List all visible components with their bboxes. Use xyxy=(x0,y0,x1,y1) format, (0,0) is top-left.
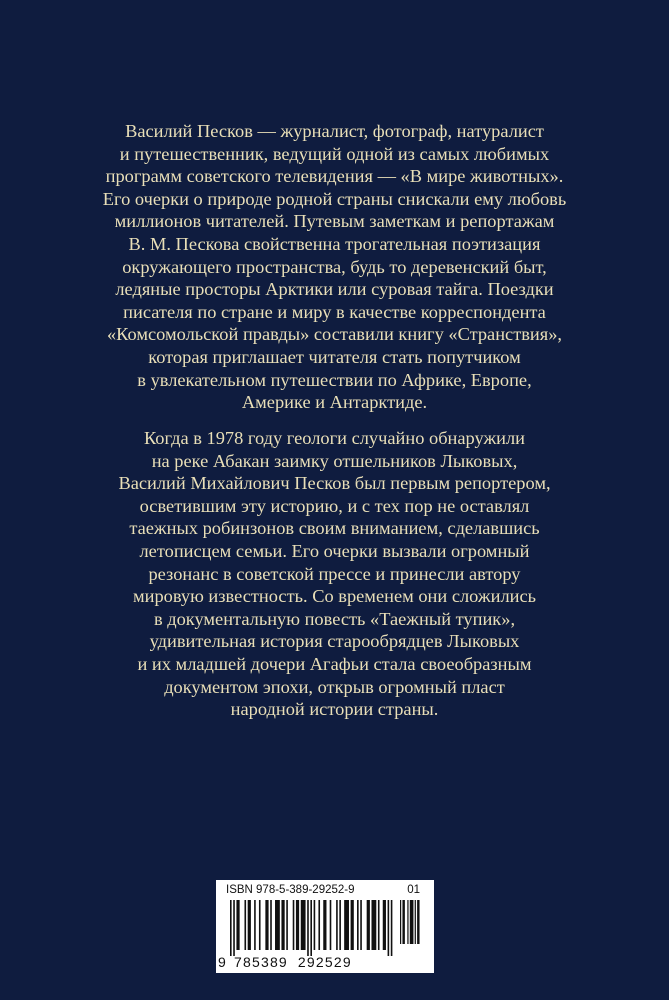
text-line: Америке и Антарктиде. xyxy=(241,392,428,413)
text-line: в документальную повесть «Таежный тупик», xyxy=(153,608,516,629)
text-line: Когда в 1978 году геологи случайно обнаружили xyxy=(143,428,526,448)
text-line: которая приглашает читателя стать попутчиком xyxy=(148,346,521,367)
text-line: Его очерки о природе родной страны снискали ему любовь xyxy=(102,188,567,209)
text-line: мировую известность. Со временем они сложились xyxy=(132,586,537,607)
text-line: окружающего пространства, будь то деревенский быт, xyxy=(122,256,547,277)
text-line: Василий Песков — журналист, фотограф, натуралист xyxy=(125,121,544,141)
text-line: миллионов читателей. Путевым заметкам и репортажам xyxy=(114,211,555,232)
barcode-digit-first: 9 xyxy=(218,954,227,970)
isbn-addon-label: 01 xyxy=(407,884,420,896)
text-line: осветившим эту историю, и с тех пор не оставлял xyxy=(139,495,530,516)
text-line: таежных робинзонов своим вниманием, сделавшись xyxy=(129,518,540,539)
text-line: документом эпохи, открыв огромный пласт xyxy=(164,676,505,697)
description-paragraph-2 xyxy=(60,427,609,721)
text-line: в увлекательном путешествии по Африке, Европе, xyxy=(137,369,532,390)
barcode-digit-group-2: 292529 xyxy=(297,954,352,970)
text-line: ледяные просторы Арктики или суровая тайга. Поездки xyxy=(115,279,554,300)
barcode-digit-group-1: 785389 xyxy=(234,954,288,970)
isbn-label: ISBN 978-5-389-29252-9 xyxy=(226,884,355,896)
text-line: «Комсомольской правды» составили книгу «Странствия», xyxy=(106,324,563,345)
barcode-addon-bars-icon xyxy=(400,900,422,950)
barcode-bars-icon xyxy=(230,900,394,956)
text-line: и их младшей дочери Агафьи стала своеобразным xyxy=(137,653,532,674)
description-paragraph-1 xyxy=(60,120,609,414)
text-line: писателя по стране и миру в качестве корреспондента xyxy=(123,301,546,322)
text-line: резонанс в советской прессе и принесли автору xyxy=(148,563,521,584)
text-line: летописцем семьи. Его очерки вызвали огромный xyxy=(139,540,530,561)
text-line: удивительная история старообрядцев Лыковых xyxy=(149,631,520,652)
text-line: на реке Абакан заимку отшельников Лыковых, xyxy=(151,450,518,471)
isbn-barcode xyxy=(216,880,434,973)
text-line: и путешественник, ведущий одной из самых любимых xyxy=(119,143,550,164)
text-line: народной истории страны. xyxy=(230,699,439,720)
text-line: Василий Михайлович Песков был первым репортером, xyxy=(118,473,551,494)
text-line: программ советского телевидения — «В мире животных». xyxy=(105,166,564,187)
barcode-digits xyxy=(218,954,394,970)
text-line: В. М. Пескова свойственна трогательная поэтизация xyxy=(128,233,541,254)
